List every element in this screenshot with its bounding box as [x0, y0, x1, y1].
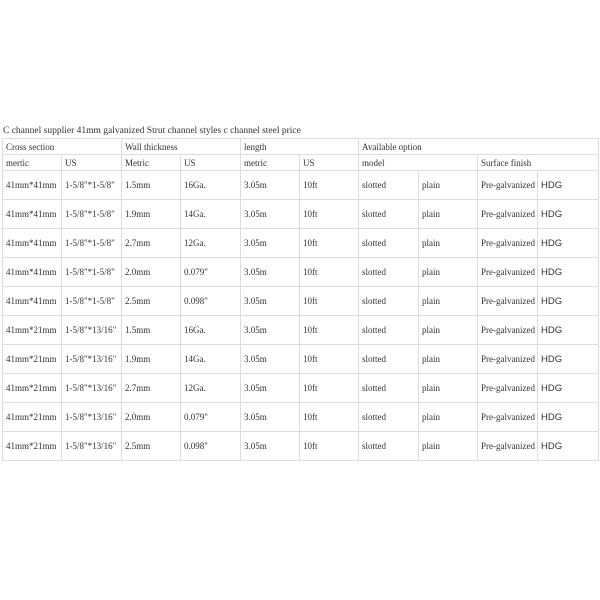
cell-length-us: 10ft	[300, 287, 359, 316]
header-cross-section: Cross section	[3, 139, 122, 155]
cell-cross-us: 1-5/8"*1-5/8"	[62, 258, 122, 287]
cell-cross-us: 1-5/8"*13/16"	[62, 403, 122, 432]
cell-cross-metric: 41mm*21mm	[3, 316, 62, 345]
subheader-cell: US	[181, 155, 241, 171]
subheader-cell: Surface finish	[478, 155, 599, 171]
cell-model-type: plain	[419, 229, 478, 258]
cell-cross-us: 1-5/8"*13/16"	[62, 345, 122, 374]
cell-wall-us: 12Ga.	[181, 229, 241, 258]
cell-length-us: 10ft	[300, 403, 359, 432]
cell-length-metric: 3.05m	[241, 345, 300, 374]
cell-cross-metric: 41mm*41mm	[3, 200, 62, 229]
cell-length-metric: 3.05m	[241, 374, 300, 403]
cell-wall-us: 12Ga.	[181, 374, 241, 403]
subheader-cell: mertic	[3, 155, 62, 171]
cell-cross-us: 1-5/8"*13/16"	[62, 432, 122, 461]
cell-surface-finish: Pre-galvanized	[478, 200, 538, 229]
subheader-cell: model	[359, 155, 478, 171]
table-row	[3, 287, 599, 316]
sub-header-row	[3, 155, 599, 171]
cell-wall-us: 16Ga.	[181, 316, 241, 345]
subheader-cell: metric	[241, 155, 300, 171]
header-wall-thickness: Wall thickness	[122, 139, 241, 155]
cell-length-metric: 3.05m	[241, 403, 300, 432]
cell-model: slotted	[359, 258, 419, 287]
table-row	[3, 200, 599, 229]
cell-model: slotted	[359, 171, 419, 200]
cell-length-metric: 3.05m	[241, 200, 300, 229]
cell-wall-us: 0.098"	[181, 287, 241, 316]
cell-surface-finish: Pre-galvanized	[478, 171, 538, 200]
cell-cross-us: 1-5/8"*13/16"	[62, 316, 122, 345]
table-row	[3, 403, 599, 432]
cell-surface-finish: Pre-galvanized	[478, 316, 538, 345]
cell-surface-finish: Pre-galvanized	[478, 403, 538, 432]
table-row	[3, 171, 599, 200]
cell-cross-us: 1-5/8"*13/16"	[62, 374, 122, 403]
cell-surface-finish: Pre-galvanized	[478, 258, 538, 287]
cell-cross-us: 1-5/8"*1-5/8"	[62, 287, 122, 316]
cell-surface-alt: HDG	[538, 258, 599, 287]
cell-wall-metric: 1.9mm	[122, 200, 181, 229]
cell-wall-metric: 1.9mm	[122, 345, 181, 374]
cell-model: slotted	[359, 374, 419, 403]
cell-surface-finish: Pre-galvanized	[478, 432, 538, 461]
cell-cross-metric: 41mm*41mm	[3, 258, 62, 287]
cell-model: slotted	[359, 316, 419, 345]
cell-model-type: plain	[419, 316, 478, 345]
cell-length-us: 10ft	[300, 345, 359, 374]
cell-cross-us: 1-5/8"*1-5/8"	[62, 229, 122, 258]
cell-surface-alt: HDG	[538, 345, 599, 374]
cell-length-us: 10ft	[300, 200, 359, 229]
cell-length-metric: 3.05m	[241, 287, 300, 316]
cell-wall-us: 0.079"	[181, 403, 241, 432]
cell-wall-us: 0.079"	[181, 258, 241, 287]
cell-length-metric: 3.05m	[241, 171, 300, 200]
cell-length-us: 10ft	[300, 229, 359, 258]
cell-surface-finish: Pre-galvanized	[478, 287, 538, 316]
cell-model-type: plain	[419, 258, 478, 287]
cell-surface-alt: HDG	[538, 287, 599, 316]
cell-length-us: 10ft	[300, 316, 359, 345]
cell-surface-alt: HDG	[538, 374, 599, 403]
spec-table	[2, 138, 599, 461]
cell-cross-metric: 41mm*21mm	[3, 374, 62, 403]
table-row	[3, 316, 599, 345]
cell-length-us: 10ft	[300, 258, 359, 287]
cell-length-metric: 3.05m	[241, 432, 300, 461]
cell-surface-finish: Pre-galvanized	[478, 374, 538, 403]
cell-model-type: plain	[419, 171, 478, 200]
cell-wall-metric: 2.0mm	[122, 258, 181, 287]
header-available-option: Available option	[359, 139, 599, 155]
cell-wall-metric: 2.7mm	[122, 229, 181, 258]
cell-surface-finish: Pre-galvanized	[478, 345, 538, 374]
cell-surface-alt: HDG	[538, 316, 599, 345]
cell-cross-metric: 41mm*21mm	[3, 345, 62, 374]
subheader-cell: US	[300, 155, 359, 171]
cell-cross-metric: 41mm*41mm	[3, 287, 62, 316]
cell-surface-finish: Pre-galvanized	[478, 229, 538, 258]
table-row	[3, 229, 599, 258]
cell-length-us: 10ft	[300, 171, 359, 200]
table-row	[3, 374, 599, 403]
cell-model: slotted	[359, 200, 419, 229]
group-header-row	[3, 139, 599, 155]
cell-cross-metric: 41mm*41mm	[3, 171, 62, 200]
cell-length-metric: 3.05m	[241, 229, 300, 258]
cell-wall-metric: 1.5mm	[122, 171, 181, 200]
cell-wall-metric: 2.7mm	[122, 374, 181, 403]
cell-model-type: plain	[419, 287, 478, 316]
cell-model-type: plain	[419, 403, 478, 432]
cell-surface-alt: HDG	[538, 403, 599, 432]
header-length: length	[241, 139, 359, 155]
cell-model-type: plain	[419, 374, 478, 403]
cell-length-metric: 3.05m	[241, 258, 300, 287]
cell-surface-alt: HDG	[538, 171, 599, 200]
cell-wall-metric: 1.5mm	[122, 316, 181, 345]
cell-cross-us: 1-5/8"*1-5/8"	[62, 171, 122, 200]
table-caption: C channel supplier 41mm galvanized Strut channel styles c channel steel price	[3, 126, 301, 136]
table-row	[3, 258, 599, 287]
cell-wall-metric: 2.5mm	[122, 432, 181, 461]
cell-wall-metric: 2.0mm	[122, 403, 181, 432]
cell-surface-alt: HDG	[538, 229, 599, 258]
cell-cross-metric: 41mm*21mm	[3, 432, 62, 461]
subheader-cell: Metric	[122, 155, 181, 171]
cell-model: slotted	[359, 229, 419, 258]
cell-model-type: plain	[419, 345, 478, 374]
cell-model: slotted	[359, 345, 419, 374]
cell-length-us: 10ft	[300, 374, 359, 403]
cell-model: slotted	[359, 287, 419, 316]
cell-model-type: plain	[419, 432, 478, 461]
cell-cross-metric: 41mm*21mm	[3, 403, 62, 432]
cell-wall-metric: 2.5mm	[122, 287, 181, 316]
cell-wall-us: 0.098"	[181, 432, 241, 461]
cell-model: slotted	[359, 432, 419, 461]
spec-section	[0, 124, 600, 461]
table-row	[3, 432, 599, 461]
cell-model: slotted	[359, 403, 419, 432]
table-row	[3, 345, 599, 374]
cell-length-metric: 3.05m	[241, 316, 300, 345]
cell-wall-us: 14Ga.	[181, 200, 241, 229]
cell-wall-us: 16Ga.	[181, 171, 241, 200]
cell-length-us: 10ft	[300, 432, 359, 461]
cell-model-type: plain	[419, 200, 478, 229]
cell-surface-alt: HDG	[538, 200, 599, 229]
subheader-cell: US	[62, 155, 122, 171]
cell-surface-alt: HDG	[538, 432, 599, 461]
spec-table-body	[3, 139, 599, 461]
cell-wall-us: 14Ga.	[181, 345, 241, 374]
cell-cross-metric: 41mm*41mm	[3, 229, 62, 258]
cell-cross-us: 1-5/8"*1-5/8"	[62, 200, 122, 229]
